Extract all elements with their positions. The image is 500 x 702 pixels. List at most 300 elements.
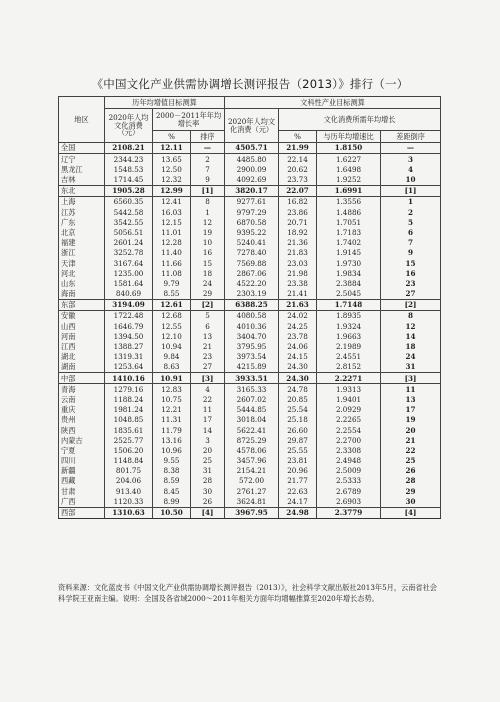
table-row (59, 362, 441, 373)
cell-growth-pct: 8.38 (153, 466, 191, 476)
cell-target-pct: 22.07 (279, 185, 317, 196)
header-target-growth: 文化消费所需年均增长 (279, 109, 441, 131)
cell-expend-2020-b: 7278.40 (225, 248, 279, 258)
cell-growth-pct: 12.28 (153, 238, 191, 248)
cell-target-pct: 24.06 (279, 342, 317, 352)
cell-ratio: 2.6903 (317, 496, 381, 507)
table-row (59, 425, 441, 435)
cell-expend-2020: 1394.50 (105, 331, 153, 341)
cell-growth-pct: 12.83 (153, 384, 191, 395)
ranking-table-container (58, 96, 440, 519)
header-expend-2020: 2020年人均文化消费（元） (105, 109, 153, 143)
cell-expend-2020-b: 3933.51 (225, 373, 279, 384)
cell-region: 甘肃 (59, 486, 105, 496)
cell-growth-pct: 11.79 (153, 425, 191, 435)
cell-expend-2020: 5442.58 (105, 207, 153, 217)
cell-ratio: 1.6991 (317, 185, 381, 196)
cell-ratio: 1.9401 (317, 395, 381, 405)
cell-expend-2020-b: 2154.21 (225, 466, 279, 476)
cell-expend-2020-b: 3404.70 (225, 331, 279, 341)
cell-region: 河北 (59, 268, 105, 278)
cell-diff-rank: [1] (381, 185, 441, 196)
summary-row (59, 299, 441, 310)
cell-expend-2020-b: 3165.33 (225, 384, 279, 395)
cell-target-pct: 26.60 (279, 425, 317, 435)
header-pct-b: % (279, 131, 317, 143)
cell-region: 云南 (59, 395, 105, 405)
cell-expend-2020-b: 2761.27 (225, 486, 279, 496)
cell-region: 新疆 (59, 466, 105, 476)
cell-expend-2020-b: 2607.02 (225, 395, 279, 405)
cell-growth-rank: 18 (191, 268, 225, 278)
cell-ratio: 1.7148 (317, 299, 381, 310)
cell-ratio: 2.0929 (317, 405, 381, 415)
cell-target-pct: 23.73 (279, 175, 317, 186)
cell-growth-rank: 19 (191, 228, 225, 238)
cell-growth-pct: 8.45 (153, 486, 191, 496)
cell-ratio: 1.9252 (317, 175, 381, 186)
cell-region: 江西 (59, 342, 105, 352)
cell-region: 中部 (59, 373, 105, 384)
cell-expend-2020: 2344.23 (105, 154, 153, 165)
cell-expend-2020: 6560.35 (105, 196, 153, 207)
cell-target-pct: 21.99 (279, 143, 317, 154)
cell-target-pct: 20.71 (279, 217, 317, 227)
cell-growth-rank: 26 (191, 496, 225, 507)
cell-ratio: 1.6227 (317, 154, 381, 165)
cell-growth-pct: 12.15 (153, 217, 191, 227)
cell-growth-rank: 1 (191, 207, 225, 217)
cell-diff-rank: 13 (381, 395, 441, 405)
cell-growth-rank: 9 (191, 175, 225, 186)
cell-region: 贵州 (59, 415, 105, 425)
cell-expend-2020: 840.69 (105, 289, 153, 300)
cell-expend-2020: 1981.24 (105, 405, 153, 415)
cell-expend-2020-b: 4010.36 (225, 321, 279, 331)
cell-region: 全国 (59, 143, 105, 154)
cell-region: 重庆 (59, 405, 105, 415)
cell-growth-rank: 21 (191, 342, 225, 352)
cell-growth-pct: 12.99 (153, 185, 191, 196)
cell-growth-pct: 11.40 (153, 248, 191, 258)
cell-ratio: 1.9834 (317, 268, 381, 278)
cell-ratio: 2.2271 (317, 373, 381, 384)
cell-growth-rank: 27 (191, 362, 225, 373)
cell-growth-rank: 7 (191, 164, 225, 174)
cell-ratio: 2.5045 (317, 289, 381, 300)
cell-ratio: 1.8150 (317, 143, 381, 154)
cell-ratio: 1.7402 (317, 238, 381, 248)
cell-expend-2020: 5056.51 (105, 228, 153, 238)
cell-diff-rank: 27 (381, 289, 441, 300)
cell-target-pct: 24.17 (279, 496, 317, 507)
cell-diff-rank: — (381, 143, 441, 154)
cell-ratio: 1.9730 (317, 258, 381, 268)
table-row (59, 321, 441, 331)
cell-growth-rank: [2] (191, 299, 225, 310)
cell-region: 上海 (59, 196, 105, 207)
cell-diff-rank: 30 (381, 496, 441, 507)
cell-region: 辽宁 (59, 154, 105, 165)
cell-diff-rank: 12 (381, 321, 441, 331)
cell-expend-2020-b: 3967.95 (225, 507, 279, 518)
cell-target-pct: 23.78 (279, 331, 317, 341)
cell-growth-pct: 9.79 (153, 278, 191, 288)
cell-ratio: 2.2554 (317, 425, 381, 435)
cell-diff-rank: [2] (381, 299, 441, 310)
cell-expend-2020-b: 4092.69 (225, 175, 279, 186)
cell-growth-rank: 24 (191, 278, 225, 288)
table-row (59, 207, 441, 217)
table-row (59, 445, 441, 455)
cell-expend-2020: 1410.16 (105, 373, 153, 384)
cell-growth-pct: 12.11 (153, 143, 191, 154)
cell-region: 西藏 (59, 476, 105, 486)
cell-region: 广西 (59, 496, 105, 507)
cell-target-pct: 23.81 (279, 456, 317, 466)
cell-region: 内蒙古 (59, 435, 105, 445)
header-ratio (317, 131, 381, 143)
cell-expend-2020-b: 8725.29 (225, 435, 279, 445)
table-row (59, 175, 441, 186)
summary-row (59, 507, 441, 518)
cell-expend-2020: 3252.78 (105, 248, 153, 258)
cell-diff-rank: 29 (381, 486, 441, 496)
cell-expend-2020: 1279.16 (105, 384, 153, 395)
cell-expend-2020-b: 3457.96 (225, 456, 279, 466)
cell-region: 湖北 (59, 352, 105, 362)
cell-diff-rank: 20 (381, 425, 441, 435)
cell-target-pct: 24.25 (279, 321, 317, 331)
cell-growth-pct: 8.63 (153, 362, 191, 373)
cell-target-pct: 24.02 (279, 311, 317, 322)
header-expend-2020-b: 2020年人均文化消费（元） (225, 109, 279, 143)
cell-diff-rank: 7 (381, 238, 441, 248)
cell-target-pct: 16.82 (279, 196, 317, 207)
cell-diff-rank: 16 (381, 268, 441, 278)
cell-region: 广东 (59, 217, 105, 227)
table-row (59, 258, 441, 268)
cell-region: 浙江 (59, 248, 105, 258)
header-group-right: 文科性产业目标测算 (225, 97, 441, 109)
table-row (59, 217, 441, 227)
cell-ratio: 2.5009 (317, 466, 381, 476)
cell-growth-pct: 9.84 (153, 352, 191, 362)
table-row (59, 342, 441, 352)
cell-growth-pct: 12.61 (153, 299, 191, 310)
cell-growth-rank: 31 (191, 466, 225, 476)
cell-ratio: 2.1989 (317, 342, 381, 352)
cell-growth-pct: 12.68 (153, 311, 191, 322)
cell-target-pct: 21.77 (279, 476, 317, 486)
cell-expend-2020-b: 2303.19 (225, 289, 279, 300)
cell-expend-2020-b: 5622.41 (225, 425, 279, 435)
cell-expend-2020: 3167.64 (105, 258, 153, 268)
cell-expend-2020-b: 4578.06 (225, 445, 279, 455)
header-pct: % (153, 131, 191, 143)
cell-ratio: 1.7183 (317, 228, 381, 238)
cell-growth-pct: 9.55 (153, 456, 191, 466)
cell-diff-rank: 4 (381, 164, 441, 174)
cell-target-pct: 20.62 (279, 164, 317, 174)
cell-growth-rank: 29 (191, 289, 225, 300)
table-row (59, 466, 441, 476)
cell-region: 黑龙江 (59, 164, 105, 174)
table-row (59, 435, 441, 445)
cell-expend-2020: 1581.64 (105, 278, 153, 288)
cell-diff-rank: 21 (381, 435, 441, 445)
cell-growth-pct: 13.65 (153, 154, 191, 165)
cell-target-pct: 24.30 (279, 362, 317, 373)
cell-ratio: 1.9324 (317, 321, 381, 331)
cell-expend-2020: 3194.09 (105, 299, 153, 310)
cell-diff-rank: 6 (381, 228, 441, 238)
cell-expend-2020: 1722.48 (105, 311, 153, 322)
cell-target-pct: 23.03 (279, 258, 317, 268)
header-growth-2000-2011: 2000－2011年年均增长率 (153, 109, 225, 131)
header-diff-rank: 差距倒序 (381, 131, 441, 143)
summary-row (59, 185, 441, 196)
cell-growth-rank: [4] (191, 507, 225, 518)
cell-region: 北京 (59, 228, 105, 238)
cell-diff-rank: 22 (381, 445, 441, 455)
cell-growth-rank: 17 (191, 415, 225, 425)
table-row (59, 196, 441, 207)
cell-region: 山东 (59, 278, 105, 288)
cell-region: 陕西 (59, 425, 105, 435)
cell-region: 河南 (59, 331, 105, 341)
cell-expend-2020: 2525.77 (105, 435, 153, 445)
table-row (59, 268, 441, 278)
cell-target-pct: 25.54 (279, 405, 317, 415)
cell-expend-2020: 1148.84 (105, 456, 153, 466)
ranking-table (58, 96, 441, 519)
cell-expend-2020-b: 6388.25 (225, 299, 279, 310)
cell-region: 宁夏 (59, 445, 105, 455)
cell-growth-pct: 12.41 (153, 196, 191, 207)
cell-growth-rank: — (191, 143, 225, 154)
cell-diff-rank: 17 (381, 405, 441, 415)
cell-growth-rank: 10 (191, 238, 225, 248)
table-row (59, 228, 441, 238)
cell-expend-2020-b: 4505.71 (225, 143, 279, 154)
cell-growth-pct: 12.55 (153, 321, 191, 331)
cell-region: 天津 (59, 258, 105, 268)
cell-expend-2020: 3542.55 (105, 217, 153, 227)
cell-expend-2020: 913.40 (105, 486, 153, 496)
table-row (59, 456, 441, 466)
cell-target-pct: 24.30 (279, 373, 317, 384)
cell-expend-2020-b: 3624.81 (225, 496, 279, 507)
cell-expend-2020: 801.75 (105, 466, 153, 476)
cell-growth-rank: 15 (191, 258, 225, 268)
cell-ratio: 2.5333 (317, 476, 381, 486)
cell-expend-2020: 1506.20 (105, 445, 153, 455)
cell-growth-pct: 8.55 (153, 289, 191, 300)
cell-diff-rank: 31 (381, 362, 441, 373)
cell-target-pct: 23.86 (279, 207, 317, 217)
cell-expend-2020: 2601.24 (105, 238, 153, 248)
cell-growth-pct: 12.32 (153, 175, 191, 186)
cell-region: 西部 (59, 507, 105, 518)
cell-diff-rank: 5 (381, 217, 441, 227)
header-region: 地区 (59, 97, 105, 143)
cell-target-pct: 21.63 (279, 299, 317, 310)
cell-expend-2020: 1188.24 (105, 395, 153, 405)
cell-expend-2020-b: 5240.41 (225, 238, 279, 248)
cell-target-pct: 21.41 (279, 289, 317, 300)
cell-region: 吉林 (59, 175, 105, 186)
cell-growth-rank: 20 (191, 445, 225, 455)
cell-growth-pct: 10.50 (153, 507, 191, 518)
cell-ratio: 1.9313 (317, 384, 381, 395)
cell-diff-rank: 8 (381, 311, 441, 322)
table-row (59, 164, 441, 174)
cell-region: 湖南 (59, 362, 105, 373)
cell-diff-rank: 9 (381, 248, 441, 258)
table-row (59, 496, 441, 507)
cell-expend-2020-b: 7569.88 (225, 258, 279, 268)
cell-diff-rank: 1 (381, 196, 441, 207)
table-row (59, 395, 441, 405)
cell-region: 山西 (59, 321, 105, 331)
cell-diff-rank: 11 (381, 384, 441, 395)
cell-target-pct: 18.92 (279, 228, 317, 238)
cell-growth-rank: 12 (191, 217, 225, 227)
cell-target-pct: 21.83 (279, 248, 317, 258)
cell-expend-2020: 1235.00 (105, 268, 153, 278)
cell-diff-rank: 19 (381, 415, 441, 425)
cell-ratio: 2.3308 (317, 445, 381, 455)
cell-growth-pct: 10.91 (153, 373, 191, 384)
cell-growth-rank: 14 (191, 425, 225, 435)
cell-growth-rank: 6 (191, 321, 225, 331)
cell-growth-pct: 11.66 (153, 258, 191, 268)
cell-growth-pct: 12.50 (153, 164, 191, 174)
cell-growth-pct: 11.08 (153, 268, 191, 278)
table-row (59, 486, 441, 496)
cell-growth-rank: 13 (191, 331, 225, 341)
cell-region: 东部 (59, 299, 105, 310)
cell-target-pct: 29.87 (279, 435, 317, 445)
cell-ratio: 1.6498 (317, 164, 381, 174)
summary-row (59, 143, 441, 154)
table-row (59, 238, 441, 248)
cell-expend-2020: 1319.31 (105, 352, 153, 362)
cell-ratio: 2.4948 (317, 456, 381, 466)
table-row (59, 331, 441, 341)
table-row (59, 384, 441, 395)
cell-diff-rank: [4] (381, 507, 441, 518)
cell-diff-rank: 25 (381, 456, 441, 466)
cell-growth-rank: 22 (191, 395, 225, 405)
cell-expend-2020-b: 3973.54 (225, 352, 279, 362)
cell-expend-2020-b: 572.00 (225, 476, 279, 486)
cell-expend-2020-b: 2900.09 (225, 164, 279, 174)
header-group-left: 历年均增值目标测算 (105, 97, 225, 109)
cell-growth-rank: 30 (191, 486, 225, 496)
cell-expend-2020: 1905.28 (105, 185, 153, 196)
cell-expend-2020-b: 4080.58 (225, 311, 279, 322)
cell-ratio: 2.4551 (317, 352, 381, 362)
cell-diff-rank: 23 (381, 278, 441, 288)
cell-diff-rank: 26 (381, 466, 441, 476)
cell-growth-pct: 11.31 (153, 415, 191, 425)
cell-growth-pct: 13.16 (153, 435, 191, 445)
cell-ratio: 1.4886 (317, 207, 381, 217)
cell-region: 福建 (59, 238, 105, 248)
cell-expend-2020-b: 3018.04 (225, 415, 279, 425)
cell-expend-2020-b: 4522.20 (225, 278, 279, 288)
cell-ratio: 1.7051 (317, 217, 381, 227)
cell-diff-rank: 3 (381, 154, 441, 165)
cell-target-pct: 21.36 (279, 238, 317, 248)
cell-target-pct: 25.55 (279, 445, 317, 455)
cell-region: 东北 (59, 185, 105, 196)
cell-target-pct: 25.18 (279, 415, 317, 425)
cell-target-pct: 22.63 (279, 486, 317, 496)
cell-target-pct: 21.98 (279, 268, 317, 278)
table-row (59, 311, 441, 322)
cell-expend-2020-b: 9277.61 (225, 196, 279, 207)
cell-expend-2020: 1548.53 (105, 164, 153, 174)
cell-expend-2020: 1120.33 (105, 496, 153, 507)
cell-expend-2020-b: 2867.06 (225, 268, 279, 278)
cell-growth-pct: 12.21 (153, 405, 191, 415)
cell-expend-2020: 1048.85 (105, 415, 153, 425)
cell-growth-rank: 11 (191, 405, 225, 415)
cell-target-pct: 20.96 (279, 466, 317, 476)
cell-region: 安徽 (59, 311, 105, 322)
cell-diff-rank: 24 (381, 352, 441, 362)
table-row (59, 415, 441, 425)
header-ratio-label: 与历年均增速比 (323, 131, 374, 141)
cell-growth-pct: 16.03 (153, 207, 191, 217)
cell-diff-rank: 2 (381, 207, 441, 217)
cell-growth-pct: 10.75 (153, 395, 191, 405)
cell-expend-2020-b: 9797.29 (225, 207, 279, 217)
cell-diff-rank: [3] (381, 373, 441, 384)
cell-expend-2020: 1714.45 (105, 175, 153, 186)
cell-region: 青海 (59, 384, 105, 395)
cell-expend-2020-b: 4485.80 (225, 154, 279, 165)
cell-target-pct: 24.78 (279, 384, 317, 395)
cell-expend-2020: 1388.27 (105, 342, 153, 352)
table-row (59, 289, 441, 300)
cell-expend-2020: 2108.21 (105, 143, 153, 154)
cell-target-pct: 23.38 (279, 278, 317, 288)
cell-ratio: 1.3556 (317, 196, 381, 207)
cell-diff-rank: 10 (381, 175, 441, 186)
cell-ratio: 2.3779 (317, 507, 381, 518)
summary-row (59, 373, 441, 384)
table-row (59, 154, 441, 165)
table-row (59, 405, 441, 415)
cell-growth-pct: 10.94 (153, 342, 191, 352)
cell-growth-rank: 2 (191, 154, 225, 165)
cell-ratio: 2.3884 (317, 278, 381, 288)
cell-growth-rank: 8 (191, 196, 225, 207)
cell-growth-rank: [1] (191, 185, 225, 196)
cell-ratio: 1.9145 (317, 248, 381, 258)
table-row (59, 352, 441, 362)
cell-growth-pct: 8.99 (153, 496, 191, 507)
cell-target-pct: 20.85 (279, 395, 317, 405)
cell-ratio: 2.8152 (317, 362, 381, 373)
cell-growth-rank: 16 (191, 248, 225, 258)
cell-ratio: 1.9663 (317, 331, 381, 341)
table-row (59, 248, 441, 258)
